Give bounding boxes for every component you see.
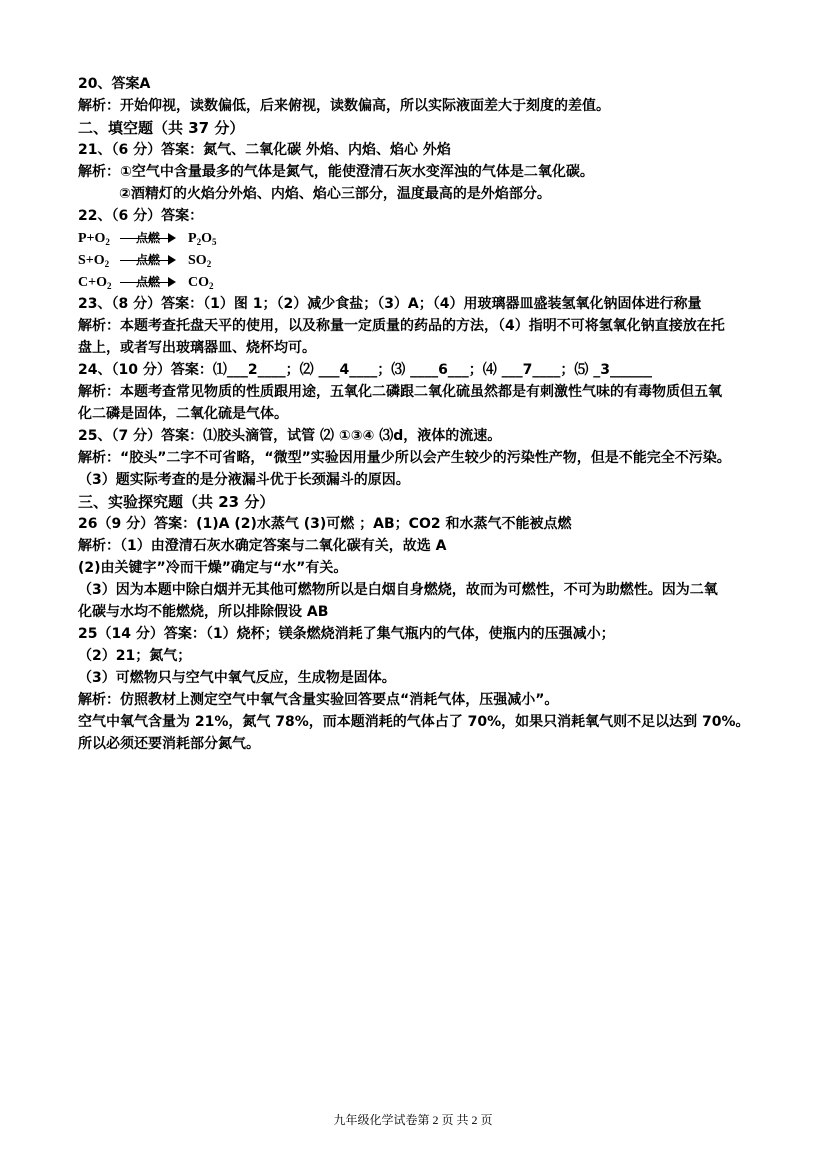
reaction-product: $P_2O_5$ xyxy=(188,231,217,247)
reaction-condition: 点燃 xyxy=(135,253,160,267)
q21-answer: 21、（6 分）答案：氮气、二氧化碳 外焰、内焰、焰心 外焰 xyxy=(78,142,451,158)
q22-answer: 22、（6 分）答案： xyxy=(78,208,204,224)
reaction-product: $CO_2$ xyxy=(188,275,214,291)
reaction-arrow xyxy=(120,252,176,269)
reaction-s-o2 xyxy=(78,252,211,269)
q24-analysis-2: 化二磷是固体，二氧化硫是气体。 xyxy=(78,406,288,422)
q27-answer-3: （3）可燃物只与空气中氧气反应，生成物是固体。 xyxy=(78,670,396,686)
section-heading-fill-in: 二、填空题（共 37 分） xyxy=(78,119,245,137)
q21-analysis-1: 解析：①空气中含量最多的气体是氮气，能使澄清石灰水变浑浊的气体是二氧化碳。 xyxy=(78,164,594,180)
q27-analysis-2: 空气中氧气含量为 21%，氮气 78%，而本题消耗的气体占了 70%，如果只消耗氧气则不足以达到 70%。 xyxy=(78,714,750,730)
q27-analysis-3: 所以必须还要消耗部分氮气。 xyxy=(78,736,260,752)
q21-analysis-2: ②酒精灯的火焰分外焰、内焰、焰心三部分，温度最高的是外焰部分。 xyxy=(119,186,551,202)
q26-analysis-3: （3）因为本题中除白烟并无其他可燃物所以是白烟自身燃烧，故而为可燃性，不可为助燃性。因为二氧 xyxy=(78,582,718,598)
q27-answer-2: （2）21；氮气； xyxy=(78,648,192,664)
q23-analysis-2: 盘上，或者写出玻璃器皿、烧杯均可。 xyxy=(78,340,316,356)
reaction-product: $SO_2$ xyxy=(188,253,212,269)
reaction-p-o2 xyxy=(78,230,216,247)
q24-analysis-1: 解析：本题考查常见物质的性质跟用途，五氧化二磷跟二氧化硫虽然都是有刺激性气味的有毒物质但五氧 xyxy=(78,384,722,400)
q24-answer: 24、（10 分）答案：⑴___2____；⑵ ___4____；⑶ ____6___；⑷ ___7____；⑸ _3______ xyxy=(78,362,653,378)
reaction-condition: 点燃 xyxy=(135,275,160,289)
reaction-arrow xyxy=(120,230,176,247)
q20-analysis: 解析：开始仰视，读数偏低，后来俯视，读数偏高，所以实际液面差大于刻度的差值。 xyxy=(78,98,610,114)
q23-analysis-1: 解析：本题考查托盘天平的使用，以及称量一定质量的药品的方法，（4）指明不可将氢氧化钠直接放在托 xyxy=(78,318,725,334)
q20-answer: 20、答案A xyxy=(78,76,151,92)
reaction-reactants: $P+O_2$ xyxy=(78,231,110,247)
reaction-arrow xyxy=(120,274,176,291)
reaction-reactants: $C+O_2$ xyxy=(78,275,112,291)
q26-analysis-1: 解析：（1）由澄清石灰水确定答案与二氧化碳有关，故选 A xyxy=(78,538,447,554)
q25-answer: 25、（7 分）答案：⑴胶头滴管，试管 ⑵ ①③④ ⑶d，液体的流速。 xyxy=(78,428,502,444)
section-heading-experiment: 三、实验探究题（共 23 分） xyxy=(78,493,275,511)
q27-answer-1: 25（14 分）答案：（1）烧杯；镁条燃烧消耗了集气瓶内的气体，使瓶内的压强减小； xyxy=(78,626,615,642)
page-footer: 九年级化学试卷第 2 页 共 2 页 xyxy=(333,1113,493,1127)
reaction-c-o2 xyxy=(78,274,214,291)
q25-analysis-2: （3）题实际考查的是分液漏斗优于长颈漏斗的原因。 xyxy=(78,472,410,488)
q27-analysis-1: 解析：仿照教材上测定空气中氧气含量实验回答要点“消耗气体，压强减小”。 xyxy=(78,692,559,708)
q23-answer: 23、（8 分）答案：（1）图 1；（2）减少食盐；（3）A；（4）用玻璃器皿盛装氢氧化钠固体进行称量 xyxy=(78,296,702,312)
q26-analysis-2: (2)由关键字”冷而干燥”确定与“水”有关。 xyxy=(78,560,348,576)
q25-analysis-1: 解析：“胶头”二字不可省略，“微型”实验因用量少所以会产生较少的污染性产物，但是不能完全不污染。 xyxy=(78,450,731,466)
q26-analysis-4: 化碳与水均不能燃烧，所以排除假设 AB xyxy=(78,604,329,620)
reaction-condition: 点燃 xyxy=(135,231,160,245)
q26-answer: 26（9 分）答案：(1)A (2)水蒸气 (3)可燃 ；AB；CO2 和水蒸气不能被点燃 xyxy=(78,516,572,532)
reaction-reactants: $S+O_2$ xyxy=(78,253,110,269)
